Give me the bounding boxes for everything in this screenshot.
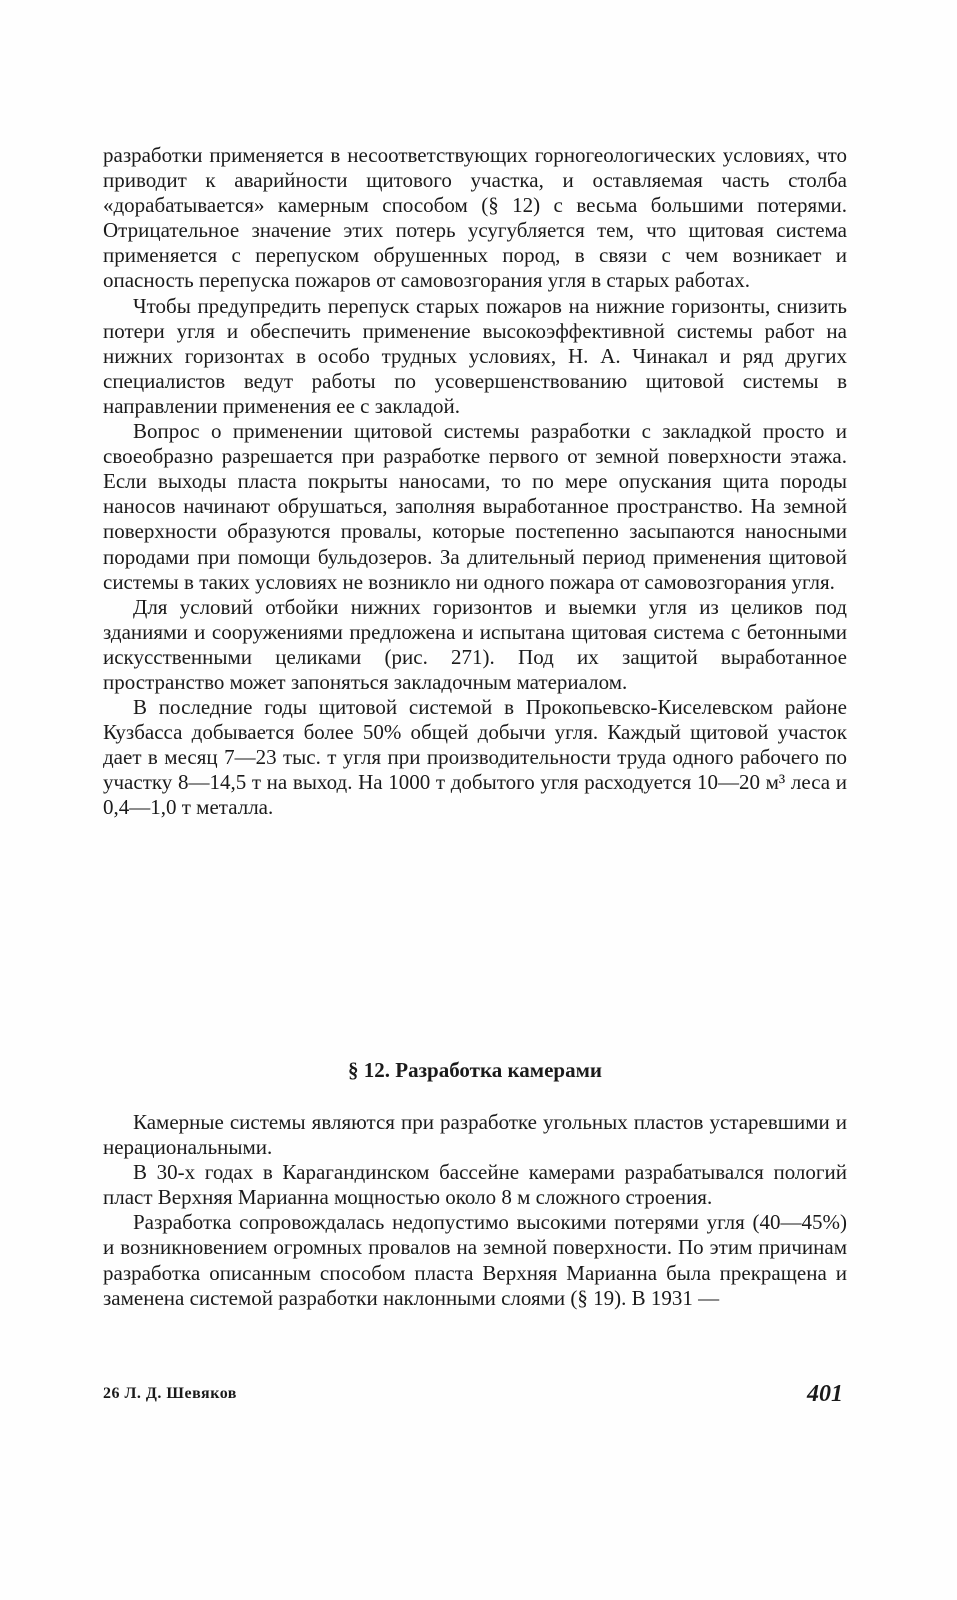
paragraph: В последние годы щитовой системой в Прокопьевско-Киселевском районе Кузбасса добывается более 50% общей добычи угля. Каждый щитовой участок дает в месяц 7—23 тыс. т угля при производительности труда одного рабочего по участку 8—14,5 т на выход. На 1000 т добытого угля расходуется 10—20 м³ леса и 0,4—1,0 т металла. [103, 695, 847, 820]
page-number: 401 [807, 1381, 843, 1407]
section-heading: § 12. Разработка камерами [348, 1058, 602, 1082]
paragraph: Вопрос о применении щитовой системы разработки с закладкой просто и своеобразно разрешается при разработке первого от земной поверхности этажа. Если выходы пласта покрыты наносами, то по мере опускания щита породы наносов начинают обрушаться, заполняя выработанное пространство. На земной поверхности образуются провалы, которые постепенно засыпаются наносными породами при помощи бульдозеров. За длительный период применения щитовой системы в таких условиях не возникло ни одного пожара от самовозгорания угля. [103, 419, 847, 594]
body-text-bottom [103, 1110, 847, 1311]
paragraph: Камерные системы являются при разработке угольных пластов устаревшими и нерациональными. [103, 1110, 847, 1160]
signature-mark: 26 Л. Д. Шевяков [103, 1385, 237, 1402]
paragraph: Для условий отбойки нижних горизонтов и выемки угля из целиков под зданиями и сооружениями предложена и испытана щитовая система с бетонными искусственными целиками (рис. 271). Под их защитой выработанное пространство может запоняться закладочным материалом. [103, 594, 847, 694]
body-text-top [103, 143, 847, 821]
paragraph: Чтобы предупредить перепуск старых пожаров на нижние горизонты, снизить потери угля и обеспечить применение высокоэффективной системы работ на нижних горизонтах в особо трудных условиях, Н. А. Чинакал и ряд других специалистов ведут работы по усовершенствованию щитовой системы в направлении применения ее с закладой. [103, 293, 847, 418]
paragraph: Разработка сопровождалась недопустимо высокими потерями угля (40—45%) и возникновением огромных провалов на земной поверхности. По этим причинам разработка описанным способом пласта Верхняя Марианна была прекращена и заменена системой разработки наклонными слоями (§ 19). В 1931 — [103, 1210, 847, 1310]
page-footer [103, 1381, 847, 1411]
paragraph: разработки применяется в несоответствующих горногеологических условиях, что приводит к аварийности щитового участка, и оставляемая часть столба «дорабатывается» камерным способом (§ 12) с весьма большими потерями. Отрицательное значение этих потерь усугубляется тем, что щитовая система применяется с перепуском обрушенных пород, в связи с чем возникает и опасность перепуска пожаров от самовозгорания угля в старых работах. [103, 143, 847, 293]
paragraph: В 30-х годах в Карагандинском бассейне камерами разрабатывался пологий пласт Верхняя Марианна мощностью около 8 м сложного строения. [103, 1160, 847, 1210]
